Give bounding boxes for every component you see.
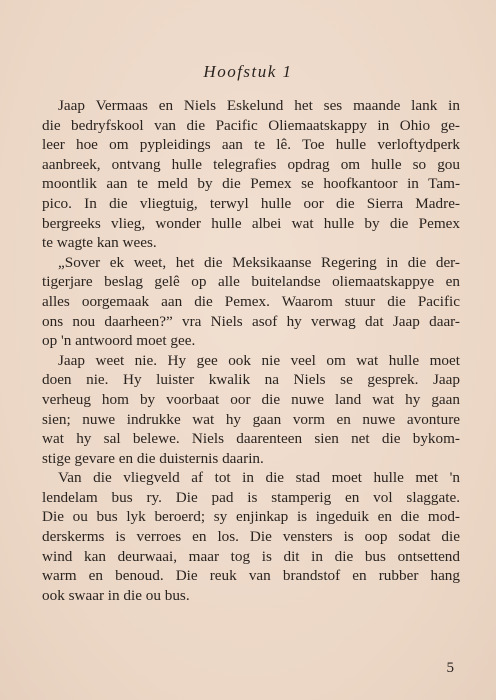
text-line: warm en benoud. Die reuk van brandstof en rubber hang <box>42 567 460 585</box>
text-line: wat hy sal belewe. Niels daarenteen sien net die bykom- <box>42 430 460 448</box>
text-line: ook swaar in die ou bus. <box>42 586 190 604</box>
text-line: alles oorgemaak aan die Pemex. Waarom stuur die Pacific <box>42 292 460 310</box>
text-line: leer hoe om pypleidings aan te lê. Toe hulle verloftydperk <box>42 136 460 154</box>
text-line: te wagte kan wees. <box>42 234 157 252</box>
text-line: bergreeks vlieg, wonder hulle albei wat hulle by die Pemex <box>42 214 460 232</box>
text-line: die bedryfskool van die Pacific Oliemaatskappy in Ohio ge- <box>42 116 460 134</box>
text-line: pico. In die vliegtuig, terwyl hulle oor die Sierra Madre- <box>42 194 460 212</box>
text-line: wind kan deurwaai, maar tog is dit in die bus ontsettend <box>42 547 460 565</box>
text-line: lendelam bus ry. Die pad is stamperig en vol slaggate. <box>42 488 460 506</box>
text-line: Jaap Vermaas en Niels Eskelund het ses maande lank in <box>58 97 460 114</box>
text-line: aanbreek, ontvang hulle telegrafies opdrag om hulle so gou <box>42 155 460 173</box>
text-line: stige gevare en die duisternis daarin. <box>42 449 264 467</box>
text-line: verheug hom by voorbaat oor die nuwe land wat hy gaan <box>42 390 460 408</box>
body-text <box>42 96 460 605</box>
text-line: ons nou daarheen?” vra Niels asof hy verwag dat Jaap daar- <box>42 312 460 330</box>
text-line: derskerms is verroes en los. Die vensters is oop sodat die <box>42 528 460 546</box>
text-line: doen nie. Hy luister kwalik na Niels se gesprek. Jaap <box>42 371 460 389</box>
text-line: „Sover ek weet, het die Meksikaanse Regering in die der- <box>58 253 460 271</box>
page-number: 5 <box>446 660 454 676</box>
chapter-title: Hoofstuk 1 <box>203 62 293 81</box>
text-line: op 'n antwoord moet gee. <box>42 332 196 350</box>
text-line: tigerjare beslag gelê op alle buitelandse oliemaatskappye en <box>42 273 460 291</box>
text-line: Van die vliegveld af tot in die stad moet hulle met 'n <box>58 469 460 487</box>
text-line: sien; nuwe indrukke wat hy gaan vorm en nuwe avonture <box>42 410 460 428</box>
text-line: Die ou bus lyk beroerd; sy enjinkap is ingeduik en die mod- <box>42 508 460 526</box>
text-line: moontlik aan te meld by die Pemex se hoofkantoor in Tam- <box>42 175 460 193</box>
text-line: Jaap weet nie. Hy gee ook nie veel om wat hulle moet <box>58 351 460 369</box>
